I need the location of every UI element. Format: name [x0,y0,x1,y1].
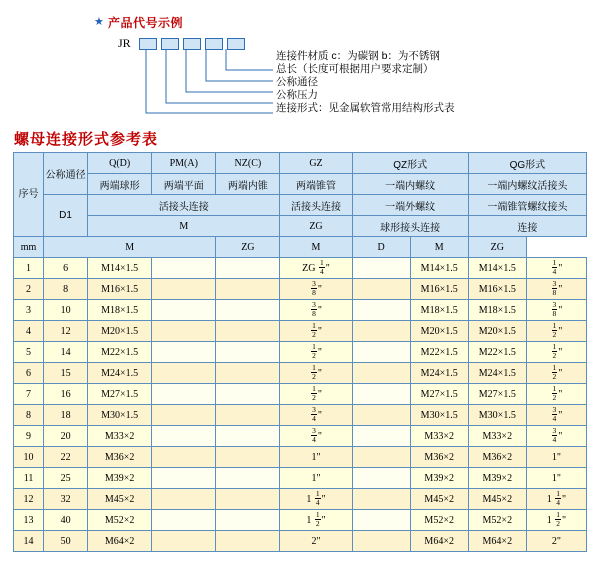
legend-item-4: 连接形式：见金属软管常用结构形式表 [276,102,455,114]
row-dn: 32 [44,489,88,510]
header-conn-qz: 一端外螺纹 [352,195,468,216]
row-q: M30×1.5 [88,405,152,426]
row-pm [152,447,216,468]
head-row-unit [14,216,587,237]
table-head [14,153,587,258]
row-nz [216,489,280,510]
row-gz: $\frac{1}{2}$ " [280,384,352,405]
row-seq: 10 [14,447,44,468]
row-qz-d: M36×2 [410,447,468,468]
row-nz [216,510,280,531]
row-gz: 1" [280,468,352,489]
row-gz: 1 $\frac{1}{2}$ " [280,510,352,531]
table-title: 螺母连接形式参考表 [14,131,159,148]
row-pm [152,426,216,447]
row-qg-m: M33×2 [468,426,526,447]
row-nz [216,447,280,468]
row-qz-d: M64×2 [410,531,468,552]
row-q: M18×1.5 [88,300,152,321]
row-qg-m: M18×1.5 [468,300,526,321]
row-pm [152,258,216,279]
row-seq: 11 [14,468,44,489]
table-row [14,363,587,384]
row-gz: $\frac{1}{2}$ " [280,342,352,363]
nut-connection-table-wrap [13,152,587,552]
table-row [14,405,587,426]
table-row [14,426,587,447]
header-code-q-text: Q(D) [109,157,131,169]
row-qg-m: M64×2 [468,531,526,552]
nut-connection-table [13,152,587,552]
row-dn: 18 [44,405,88,426]
row-qg-m: M14×1.5 [468,258,526,279]
head-row-conn [14,195,587,216]
row-q: M64×2 [88,531,152,552]
table-row [14,489,587,510]
table-row [14,447,587,468]
table-row [14,300,587,321]
row-qg-m: M16×1.5 [468,279,526,300]
row-qz-m [352,531,410,552]
header-conn-qz-2: 球形接头连接 [352,216,468,237]
legend-title: 产品代号示例 [108,16,184,30]
header-unit-qg-m: M [410,237,468,258]
row-q: M36×2 [88,447,152,468]
row-gz: $\frac{3}{4}$ " [280,426,352,447]
row-qz-m [352,426,410,447]
header-type-nz: 两端内锥 [216,174,280,195]
row-seq: 9 [14,426,44,447]
row-qg-zg: $\frac{1}{2}$ " [526,321,586,342]
legend-item-3: 公称压力 [276,89,318,101]
head-row-code [14,153,587,174]
row-dn: 6 [44,258,88,279]
row-q: M39×2 [88,468,152,489]
header-unit-qz-d: D [352,237,410,258]
header-conn-qg: 一端锥管螺纹接头 [468,195,586,216]
row-qg-m: M22×1.5 [468,342,526,363]
row-qg-zg: $\frac{1}{2}$ " [526,363,586,384]
row-qz-d: M20×1.5 [410,321,468,342]
row-dn: 25 [44,468,88,489]
table-row [14,384,587,405]
row-qg-zg: $\frac{1}{2}$ " [526,384,586,405]
row-qz-d: M52×2 [410,510,468,531]
row-qg-zg: $\frac{3}{4}$ " [526,426,586,447]
row-q: M20×1.5 [88,321,152,342]
row-qz-d: M39×2 [410,468,468,489]
row-qz-d: M18×1.5 [410,300,468,321]
row-pm [152,279,216,300]
table-body [14,258,587,552]
header-conn-gz: 活接头连接 [280,195,352,216]
row-q: M22×1.5 [88,342,152,363]
row-qz-d: M22×1.5 [410,342,468,363]
row-seq: 3 [14,300,44,321]
header-unit-m: M [88,216,280,237]
row-nz [216,426,280,447]
row-seq: 13 [14,510,44,531]
header-conn-qg-2: 连接 [468,216,586,237]
header-unit-qg-zg: ZG [468,237,526,258]
header-type-gz: 两端锥管 [280,174,352,195]
row-qg-zg: $\frac{3}{8}$ " [526,279,586,300]
row-gz: ZG $\frac{1}{4}$ " [280,258,352,279]
row-gz: $\frac{1}{2}$ " [280,321,352,342]
product-code-prefix: JR [118,36,131,50]
row-qz-m [352,447,410,468]
row-gz: $\frac{3}{8}$ " [280,300,352,321]
row-dn: 22 [44,447,88,468]
row-q: M14×1.5 [88,258,152,279]
row-qz-m [352,384,410,405]
row-qz-m [352,321,410,342]
row-seq: 2 [14,279,44,300]
row-seq: 8 [14,405,44,426]
header-code-pm: PM(A) [152,153,216,174]
row-gz: $\frac{3}{4}$ " [280,405,352,426]
row-gz: $\frac{1}{2}$ " [280,363,352,384]
row-qg-m: M20×1.5 [468,321,526,342]
header-mm: mm [14,237,44,258]
header-type-qz: 一端内螺纹 [352,174,468,195]
legend-item-2: 公称通径 [276,76,318,88]
row-qg-zg: 1 $\frac{1}{4}$ " [526,489,586,510]
header-dn: 公称通径 [44,153,88,195]
row-seq: 4 [14,321,44,342]
row-pm [152,405,216,426]
row-pm [152,321,216,342]
row-qg-m: M27×1.5 [468,384,526,405]
header-d1: D1 [44,195,88,237]
header-code-gz: GZ [280,153,352,174]
star-icon: ★ [94,16,104,28]
row-nz [216,279,280,300]
row-dn: 14 [44,342,88,363]
row-qg-m: M24×1.5 [468,363,526,384]
header-type-qg: 一端内螺纹活接头 [468,174,586,195]
header-unit-m2: M [44,237,216,258]
row-dn: 16 [44,384,88,405]
header-seq: 序号 [14,153,44,237]
row-dn: 40 [44,510,88,531]
header-code-q [88,153,152,174]
header-conn-union: 活接头连接 [88,195,280,216]
header-code-nz: NZ(C) [216,153,280,174]
table-row [14,258,587,279]
row-q: M16×1.5 [88,279,152,300]
row-dn: 10 [44,300,88,321]
row-dn: 20 [44,426,88,447]
table-row [14,321,587,342]
row-q: M24×1.5 [88,363,152,384]
row-qz-m [352,342,410,363]
table-row [14,510,587,531]
row-pm [152,342,216,363]
row-qz-m [352,510,410,531]
row-gz: $\frac{3}{8}$ " [280,279,352,300]
row-gz: 2" [280,531,352,552]
row-dn: 50 [44,531,88,552]
row-qz-d: M16×1.5 [410,279,468,300]
header-code-qg: QG形式 [468,153,586,174]
row-pm [152,489,216,510]
row-nz [216,342,280,363]
row-qg-m: M45×2 [468,489,526,510]
header-type-pm: 两端平面 [152,174,216,195]
header-unit-zg: ZG [216,237,280,258]
row-qz-m [352,300,410,321]
row-seq: 5 [14,342,44,363]
row-qg-zg: 1" [526,447,586,468]
head-row-type [14,174,587,195]
row-q: M52×2 [88,510,152,531]
row-qg-zg: $\frac{1}{2}$ " [526,342,586,363]
row-pm [152,384,216,405]
row-qz-d: M27×1.5 [410,384,468,405]
header-unit-qz-m: M [280,237,352,258]
row-qg-zg: 1 $\frac{1}{2}$ " [526,510,586,531]
row-gz: 1" [280,447,352,468]
header-code-qz: QZ形式 [352,153,468,174]
header-type-q: 两端球形 [88,174,152,195]
row-qg-zg: $\frac{3}{8}$ " [526,300,586,321]
row-nz [216,384,280,405]
row-dn: 15 [44,363,88,384]
product-code-legend [0,0,600,122]
row-qz-m [352,489,410,510]
row-qz-d: M24×1.5 [410,363,468,384]
row-qg-m: M30×1.5 [468,405,526,426]
row-qz-m [352,258,410,279]
head-row-mm [14,237,587,258]
row-seq: 6 [14,363,44,384]
legend-item-list [276,50,455,115]
row-pm [152,363,216,384]
row-seq: 12 [14,489,44,510]
table-row [14,468,587,489]
row-pm [152,300,216,321]
row-nz [216,258,280,279]
row-nz [216,531,280,552]
row-nz [216,321,280,342]
legend-item-1: 总长（长度可根据用户要求定制） [276,63,434,75]
row-pm [152,531,216,552]
row-qz-d: M45×2 [410,489,468,510]
row-qz-m [352,468,410,489]
row-qz-d: M30×1.5 [410,405,468,426]
row-dn: 12 [44,321,88,342]
row-qz-m [352,363,410,384]
row-nz [216,363,280,384]
row-nz [216,468,280,489]
row-qg-m: M39×2 [468,468,526,489]
row-pm [152,468,216,489]
row-q: M27×1.5 [88,384,152,405]
row-qz-m [352,279,410,300]
legend-item-0: 连接件材质 c：为碳钢 b：为不锈钢 [276,50,440,62]
row-dn: 8 [44,279,88,300]
row-pm [152,510,216,531]
row-qg-m: M52×2 [468,510,526,531]
table-row [14,342,587,363]
row-q: M45×2 [88,489,152,510]
row-seq: 1 [14,258,44,279]
row-qg-zg: 1" [526,468,586,489]
row-qz-d: M14×1.5 [410,258,468,279]
row-gz: 1 $\frac{1}{4}$ " [280,489,352,510]
table-row [14,279,587,300]
row-seq: 14 [14,531,44,552]
row-qg-zg: $\frac{3}{4}$ " [526,405,586,426]
row-seq: 7 [14,384,44,405]
header-unit-gz: ZG [280,216,352,237]
row-nz [216,300,280,321]
row-qg-zg: $\frac{1}{4}$ " [526,258,586,279]
row-nz [216,405,280,426]
table-row [14,531,587,552]
row-qg-zg: 2" [526,531,586,552]
row-qg-m: M36×2 [468,447,526,468]
row-q: M33×2 [88,426,152,447]
row-qz-d: M33×2 [410,426,468,447]
row-qz-m [352,405,410,426]
